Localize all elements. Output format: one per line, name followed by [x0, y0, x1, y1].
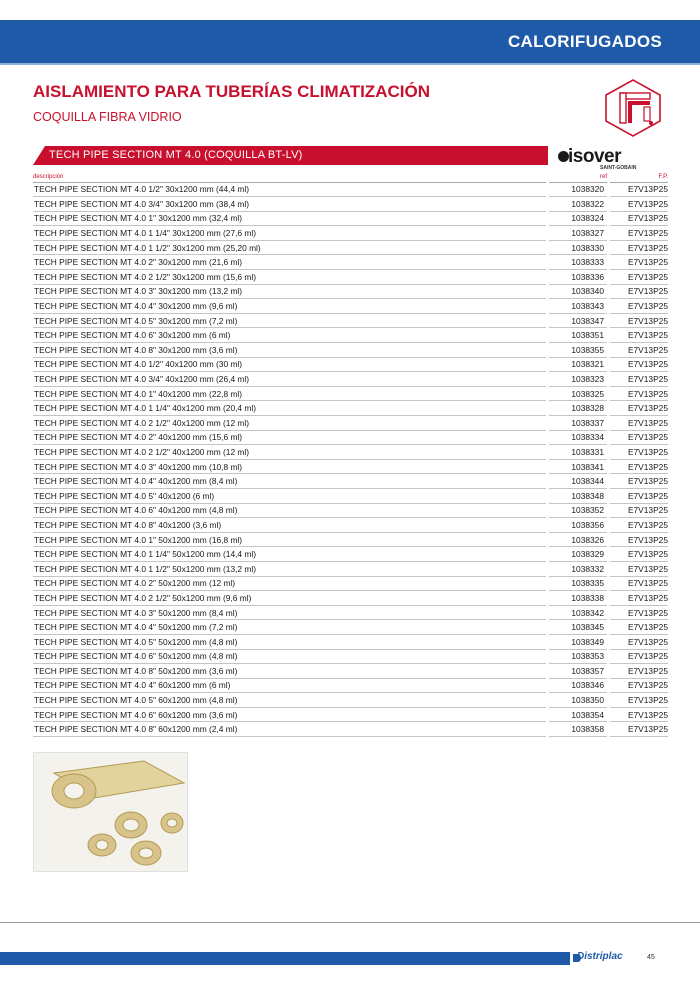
table-row	[33, 401, 668, 416]
cell-fp: E7V13P25	[610, 620, 668, 635]
cell-ref: 1038354	[549, 707, 607, 722]
table-row	[33, 357, 668, 372]
cell-ref: 1038343	[549, 299, 607, 314]
cell-ref: 1038320	[549, 182, 607, 197]
cell-description: TECH PIPE SECTION MT 4.0 3" 30x1200 mm (13,2 ml)	[33, 284, 546, 299]
table-header-row	[33, 172, 668, 182]
cell-ref: 1038338	[549, 591, 607, 606]
cell-fp: E7V13P25	[610, 416, 668, 431]
brand-subtitle: SAINT-GOBAIN	[600, 165, 637, 171]
cell-ref: 1038355	[549, 343, 607, 358]
cell-description: TECH PIPE SECTION MT 4.0 4" 50x1200 mm (7,2 ml)	[33, 620, 546, 635]
cell-ref: 1038342	[549, 605, 607, 620]
page-subtitle: COQUILLA FIBRA VIDRIO	[33, 110, 182, 124]
cell-description: TECH PIPE SECTION MT 4.0 3" 50x1200 mm (8,4 ml)	[33, 605, 546, 620]
cell-fp: E7V13P25	[610, 459, 668, 474]
cell-ref: 1038332	[549, 561, 607, 576]
cell-description: TECH PIPE SECTION MT 4.0 2 1/2" 40x1200 mm (12 ml)	[33, 416, 546, 431]
cell-ref: 1038334	[549, 430, 607, 445]
cell-fp: E7V13P25	[610, 226, 668, 241]
cell-fp: E7V13P25	[610, 576, 668, 591]
cell-description: TECH PIPE SECTION MT 4.0 2 1/2" 40x1200 mm (12 ml)	[33, 445, 546, 460]
header-description: descripción	[33, 172, 546, 182]
cell-ref: 1038325	[549, 386, 607, 401]
header-ref: ref	[549, 172, 607, 182]
cell-description: TECH PIPE SECTION MT 4.0 3/4" 40x1200 mm (26,4 ml)	[33, 372, 546, 387]
cell-ref: 1038353	[549, 649, 607, 664]
cell-fp: E7V13P25	[610, 634, 668, 649]
table-row	[33, 707, 668, 722]
table-row	[33, 313, 668, 328]
cell-fp: E7V13P25	[610, 313, 668, 328]
cell-description: TECH PIPE SECTION MT 4.0 2" 30x1200 mm (21,6 ml)	[33, 255, 546, 270]
cell-description: TECH PIPE SECTION MT 4.0 1 1/2" 50x1200 mm (13,2 ml)	[33, 561, 546, 576]
cell-ref: 1038346	[549, 678, 607, 693]
cell-fp: E7V13P25	[610, 255, 668, 270]
table-row	[33, 620, 668, 635]
cell-fp: E7V13P25	[610, 372, 668, 387]
table-row	[33, 240, 668, 255]
cell-fp: E7V13P25	[610, 678, 668, 693]
table-row	[33, 547, 668, 562]
cell-ref: 1038350	[549, 693, 607, 708]
cell-fp: E7V13P25	[610, 211, 668, 226]
cell-fp: E7V13P25	[610, 591, 668, 606]
page-number: 45	[647, 954, 655, 961]
cell-description: TECH PIPE SECTION MT 4.0 2" 50x1200 mm (12 ml)	[33, 576, 546, 591]
product-photo	[33, 752, 188, 872]
cell-description: TECH PIPE SECTION MT 4.0 6" 60x1200 mm (3,6 ml)	[33, 707, 546, 722]
cell-fp: E7V13P25	[610, 532, 668, 547]
table-row	[33, 430, 668, 445]
cell-ref: 1038324	[549, 211, 607, 226]
table-row	[33, 328, 668, 343]
cell-fp: E7V13P25	[610, 693, 668, 708]
cell-ref: 1038329	[549, 547, 607, 562]
table-row	[33, 284, 668, 299]
table-row	[33, 532, 668, 547]
table-row	[33, 226, 668, 241]
footer-divider	[0, 922, 700, 923]
table-row	[33, 182, 668, 197]
section-header	[33, 146, 548, 165]
cell-description: TECH PIPE SECTION MT 4.0 6" 30x1200 mm (6 ml)	[33, 328, 546, 343]
table-row	[33, 197, 668, 212]
category-header-bar	[0, 20, 700, 63]
cell-ref: 1038344	[549, 474, 607, 489]
cell-fp: E7V13P25	[610, 722, 668, 737]
cell-ref: 1038357	[549, 664, 607, 679]
cell-ref: 1038347	[549, 313, 607, 328]
cell-ref: 1038328	[549, 401, 607, 416]
cell-ref: 1038327	[549, 226, 607, 241]
cell-fp: E7V13P25	[610, 299, 668, 314]
table-row	[33, 693, 668, 708]
cell-fp: E7V13P25	[610, 547, 668, 562]
isover-logo	[553, 145, 663, 171]
table-row	[33, 255, 668, 270]
cell-fp: E7V13P25	[610, 328, 668, 343]
cell-ref: 1038340	[549, 284, 607, 299]
table-row	[33, 343, 668, 358]
cell-ref: 1038321	[549, 357, 607, 372]
cell-fp: E7V13P25	[610, 430, 668, 445]
cell-fp: E7V13P25	[610, 503, 668, 518]
table-row	[33, 634, 668, 649]
section-notch	[33, 146, 45, 165]
table-row	[33, 649, 668, 664]
cell-fp: E7V13P25	[610, 561, 668, 576]
table-row	[33, 561, 668, 576]
pipe-insulation-icon	[604, 79, 662, 137]
cell-fp: E7V13P25	[610, 270, 668, 285]
cell-description: TECH PIPE SECTION MT 4.0 8" 40x1200 (3,6 ml)	[33, 518, 546, 533]
table-row	[33, 445, 668, 460]
cell-fp: E7V13P25	[610, 240, 668, 255]
cell-ref: 1038348	[549, 488, 607, 503]
brand-name: isover	[568, 146, 621, 167]
cell-ref: 1038345	[549, 620, 607, 635]
cell-ref: 1038333	[549, 255, 607, 270]
cell-description: TECH PIPE SECTION MT 4.0 5" 60x1200 mm (4,8 ml)	[33, 693, 546, 708]
table-row	[33, 678, 668, 693]
cell-ref: 1038349	[549, 634, 607, 649]
cell-ref: 1038330	[549, 240, 607, 255]
cell-ref: 1038351	[549, 328, 607, 343]
cell-fp: E7V13P25	[610, 664, 668, 679]
cell-ref: 1038326	[549, 532, 607, 547]
cell-ref: 1038341	[549, 459, 607, 474]
cell-description: TECH PIPE SECTION MT 4.0 2" 40x1200 mm (15,6 ml)	[33, 430, 546, 445]
cell-description: TECH PIPE SECTION MT 4.0 5" 50x1200 mm (4,8 ml)	[33, 634, 546, 649]
cell-description: TECH PIPE SECTION MT 4.0 5" 40x1200 (6 ml)	[33, 488, 546, 503]
table-row	[33, 518, 668, 533]
cell-description: TECH PIPE SECTION MT 4.0 4" 40x1200 mm (8,4 ml)	[33, 474, 546, 489]
cell-fp: E7V13P25	[610, 707, 668, 722]
page-title: AISLAMIENTO PARA TUBERÍAS CLIMATIZACIÓN	[33, 82, 430, 101]
cell-fp: E7V13P25	[610, 488, 668, 503]
cell-description: TECH PIPE SECTION MT 4.0 4" 30x1200 mm (9,6 ml)	[33, 299, 546, 314]
cell-description: TECH PIPE SECTION MT 4.0 8" 30x1200 mm (3,6 ml)	[33, 343, 546, 358]
cell-description: TECH PIPE SECTION MT 4.0 6" 40x1200 mm (4,8 ml)	[33, 503, 546, 518]
cell-fp: E7V13P25	[610, 284, 668, 299]
cell-description: TECH PIPE SECTION MT 4.0 5" 30x1200 mm (7,2 ml)	[33, 313, 546, 328]
cell-description: TECH PIPE SECTION MT 4.0 1 1/2" 30x1200 mm (25,20 ml)	[33, 240, 546, 255]
header-divider	[0, 63, 700, 65]
cell-description: TECH PIPE SECTION MT 4.0 1 1/4" 50x1200 mm (14,4 ml)	[33, 547, 546, 562]
cell-fp: E7V13P25	[610, 386, 668, 401]
section-title: TECH PIPE SECTION MT 4.0 (COQUILLA BT-LV)	[49, 149, 303, 161]
table-row	[33, 722, 668, 737]
table-row	[33, 664, 668, 679]
cell-description: TECH PIPE SECTION MT 4.0 1" 40x1200 mm (22,8 ml)	[33, 386, 546, 401]
product-table	[33, 172, 668, 737]
cell-fp: E7V13P25	[610, 445, 668, 460]
cell-description: TECH PIPE SECTION MT 4.0 8" 50x1200 mm (3,6 ml)	[33, 664, 546, 679]
cell-fp: E7V13P25	[610, 474, 668, 489]
table-row	[33, 211, 668, 226]
cell-description: TECH PIPE SECTION MT 4.0 2 1/2" 30x1200 mm (15,6 ml)	[33, 270, 546, 285]
cell-fp: E7V13P25	[610, 649, 668, 664]
cell-fp: E7V13P25	[610, 357, 668, 372]
cell-fp: E7V13P25	[610, 182, 668, 197]
cell-fp: E7V13P25	[610, 401, 668, 416]
table-row	[33, 372, 668, 387]
table-row	[33, 474, 668, 489]
cell-ref: 1038335	[549, 576, 607, 591]
cell-fp: E7V13P25	[610, 343, 668, 358]
pipe-sections-image	[34, 753, 188, 872]
table-row	[33, 576, 668, 591]
table-row	[33, 386, 668, 401]
cell-description: TECH PIPE SECTION MT 4.0 1" 30x1200 mm (32,4 ml)	[33, 211, 546, 226]
table-row	[33, 503, 668, 518]
cell-description: TECH PIPE SECTION MT 4.0 1" 50x1200 mm (16,8 ml)	[33, 532, 546, 547]
cell-description: TECH PIPE SECTION MT 4.0 3/4" 30x1200 mm (38,4 ml)	[33, 197, 546, 212]
cell-fp: E7V13P25	[610, 605, 668, 620]
footer-brand: Distriplac	[577, 951, 623, 962]
cell-ref: 1038322	[549, 197, 607, 212]
cell-ref: 1038352	[549, 503, 607, 518]
cell-fp: E7V13P25	[610, 197, 668, 212]
cell-description: TECH PIPE SECTION MT 4.0 3" 40x1200 mm (10,8 ml)	[33, 459, 546, 474]
table-row	[33, 416, 668, 431]
header-fp: F.P.	[610, 172, 668, 182]
table-row	[33, 270, 668, 285]
table-row	[33, 299, 668, 314]
cell-description: TECH PIPE SECTION MT 4.0 6" 50x1200 mm (4,8 ml)	[33, 649, 546, 664]
cell-description: TECH PIPE SECTION MT 4.0 8" 60x1200 mm (2,4 ml)	[33, 722, 546, 737]
cell-ref: 1038331	[549, 445, 607, 460]
cell-ref: 1038337	[549, 416, 607, 431]
table-row	[33, 591, 668, 606]
footer-bar	[0, 952, 570, 965]
cell-ref: 1038356	[549, 518, 607, 533]
cell-ref: 1038358	[549, 722, 607, 737]
cell-description: TECH PIPE SECTION MT 4.0 1/2" 40x1200 mm (30 ml)	[33, 357, 546, 372]
cell-description: TECH PIPE SECTION MT 4.0 1 1/4" 40x1200 mm (20,4 ml)	[33, 401, 546, 416]
cell-ref: 1038323	[549, 372, 607, 387]
cell-description: TECH PIPE SECTION MT 4.0 1 1/4" 30x1200 mm (27,6 ml)	[33, 226, 546, 241]
cell-ref: 1038336	[549, 270, 607, 285]
cell-fp: E7V13P25	[610, 518, 668, 533]
cell-description: TECH PIPE SECTION MT 4.0 2 1/2" 50x1200 mm (9,6 ml)	[33, 591, 546, 606]
category-title: CALORIFUGADOS	[507, 32, 662, 51]
table-row	[33, 605, 668, 620]
cell-description: TECH PIPE SECTION MT 4.0 4" 60x1200 mm (6 ml)	[33, 678, 546, 693]
table-row	[33, 488, 668, 503]
table-row	[33, 459, 668, 474]
cell-description: TECH PIPE SECTION MT 4.0 1/2" 30x1200 mm (44,4 ml)	[33, 182, 546, 197]
